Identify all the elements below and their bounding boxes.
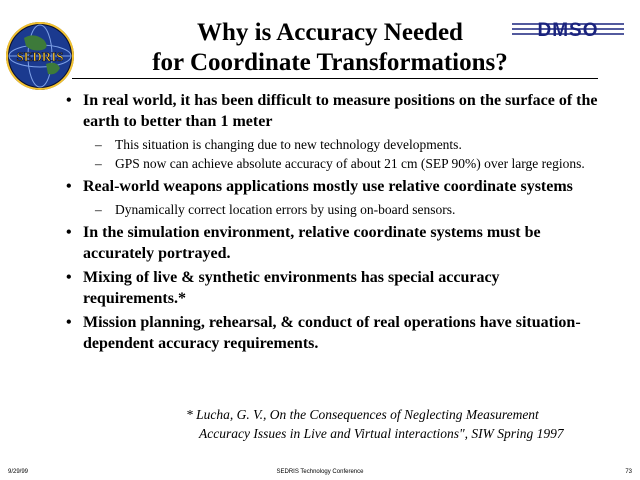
bullet-item — [64, 222, 604, 264]
bullet-text: Mixing of live & synthetic environments has special accuracy requirements.* — [83, 269, 500, 307]
title-divider — [72, 78, 598, 79]
dash-icon: – — [95, 156, 102, 171]
footer-conference: SEDRIS Technology Conference — [276, 469, 364, 475]
title-line-2: for Coordinate Transformations? — [152, 49, 508, 76]
footer-page-number: 73 — [625, 469, 632, 475]
footnote — [186, 405, 616, 443]
bullet-text: In real world, it has been difficult to measure positions on the surface of the earth to better than 1 meter — [83, 92, 598, 130]
bullet-item — [64, 176, 604, 219]
dash-icon: – — [95, 137, 102, 152]
sub-bullet-text: This situation is changing due to new technology developments. — [115, 137, 462, 152]
bullet-item — [64, 267, 604, 309]
sub-bullet-text: Dynamically correct location errors by using on-board sensors. — [115, 202, 456, 217]
footnote-line-1: * Lucha, G. V., On the Consequences of Neglecting Measurement — [186, 407, 539, 422]
bullet-text: Mission planning, rehearsal, & conduct of real operations have situation-dependent accuracy requirements. — [83, 314, 581, 352]
bullet-text: Real-world weapons applications mostly use relative coordinate systems — [83, 178, 573, 195]
bullet-dot-icon: • — [66, 314, 72, 331]
footnote-line-2: Accuracy Issues in Live and Virtual interactions", SIW Spring 1997 — [199, 426, 564, 441]
bullet-item — [64, 90, 604, 173]
bullet-item — [64, 312, 604, 354]
bullet-text: In the simulation environment, relative coordinate systems must be accurately portrayed. — [83, 224, 541, 262]
sub-bullet-item — [83, 200, 604, 219]
sedris-logo-text: SEDRIS — [16, 49, 64, 64]
dmso-logo-text: DMSO — [537, 20, 599, 40]
sub-bullet-list — [83, 200, 604, 219]
title-line-1: Why is Accuracy Needed — [197, 19, 463, 46]
sedris-logo — [4, 20, 76, 92]
bullet-dot-icon: • — [66, 92, 72, 109]
slide-title — [100, 18, 560, 78]
sub-bullet-item — [83, 154, 604, 173]
sedris-globe-icon — [4, 20, 76, 92]
sub-bullet-item — [83, 135, 604, 154]
sub-bullet-text: GPS now can achieve absolute accuracy of about 21 cm (SEP 90%) over large regions. — [115, 156, 585, 171]
dash-icon: – — [95, 202, 102, 217]
bullet-dot-icon: • — [66, 269, 72, 286]
footer-date: 9/29/99 — [8, 469, 29, 475]
bullet-dot-icon: • — [66, 178, 72, 195]
sub-bullet-list — [83, 135, 604, 173]
bullet-list — [64, 90, 604, 357]
bullet-dot-icon: • — [66, 224, 72, 241]
